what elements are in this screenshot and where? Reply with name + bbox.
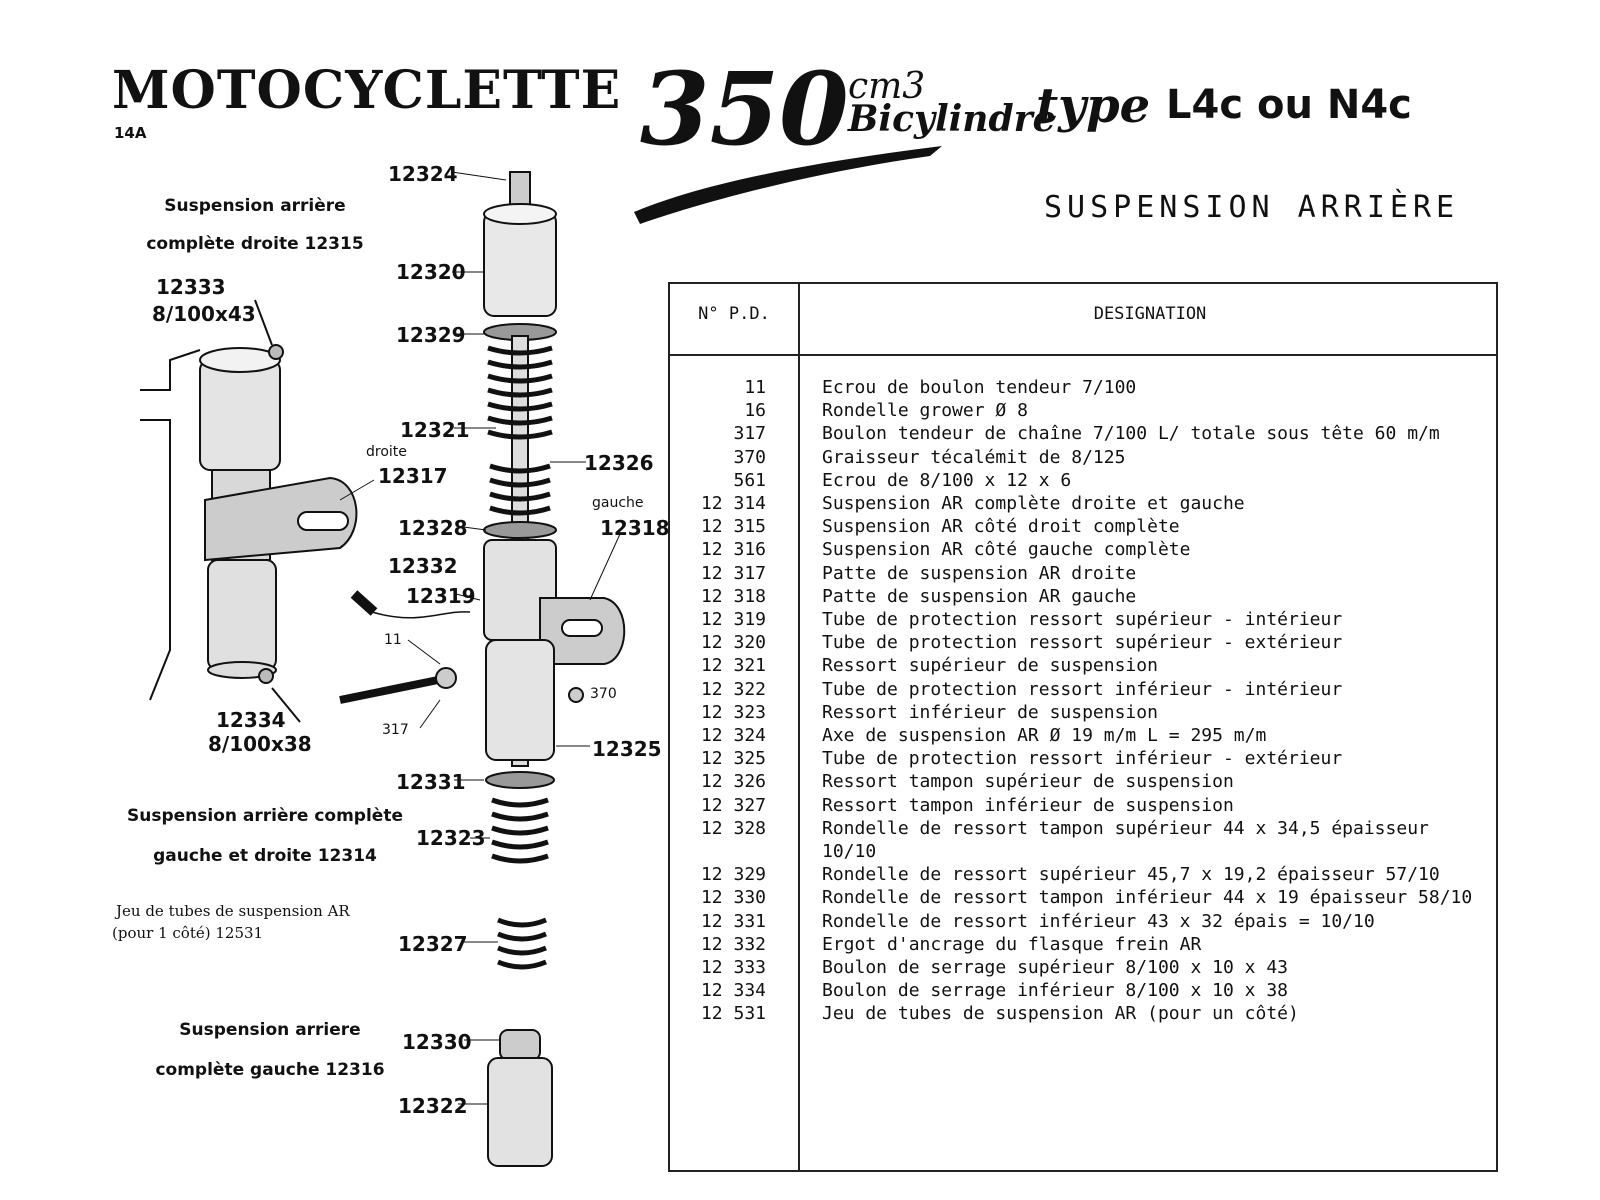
part-number: 12 332 <box>700 933 766 955</box>
table-row <box>670 654 1496 677</box>
section-title: SUSPENSION ARRIÈRE <box>1044 190 1460 225</box>
part-designation: Suspension AR côté droit complète <box>822 516 1180 538</box>
label-317: 317 <box>382 722 409 738</box>
column-header-number: N° P.D. <box>698 304 770 324</box>
part-number: 370 <box>733 446 766 468</box>
caption-left-complete-line2: complète gauche 12316 <box>155 1060 385 1080</box>
parts-table <box>668 282 1498 1172</box>
part-number: 12 323 <box>700 701 766 723</box>
part-number: 12 316 <box>700 539 766 561</box>
table-row <box>670 863 1496 886</box>
part-designation: Tube de protection ressort supérieur - extérieur <box>822 632 1343 654</box>
part-number: 561 <box>733 469 766 491</box>
label-gauche: gauche <box>592 495 644 511</box>
table-row <box>670 979 1496 1002</box>
part-number: 12 320 <box>700 632 766 654</box>
part-number: 12 329 <box>700 864 766 886</box>
title-type: type <box>1036 78 1151 134</box>
title-engine: Bicylindre <box>848 98 1056 140</box>
part-number: 12 322 <box>700 678 766 700</box>
part-designation: Ressort tampon supérieur de suspension <box>822 771 1234 793</box>
part-number: 12 330 <box>700 887 766 909</box>
label-12331: 12331 <box>396 770 466 794</box>
label-12317: 12317 <box>378 464 448 488</box>
table-row <box>670 515 1496 538</box>
table-row <box>670 1002 1496 1025</box>
caption-right-complete-line1: Suspension arrière <box>164 196 346 216</box>
label-12323: 12323 <box>416 826 486 850</box>
table-row <box>670 886 1496 909</box>
caption-both-complete-line1: Suspension arrière complète <box>127 806 403 826</box>
part-designation: Boulon tendeur de chaîne 7/100 L/ totale sous tête 60 m/m <box>822 423 1440 445</box>
part-number: 16 <box>744 400 766 422</box>
caption-tube-set-line1: Jeu de tubes de suspension AR <box>116 902 350 920</box>
part-designation: Rondelle de ressort inférieur 43 x 32 épais = 10/10 <box>822 910 1375 932</box>
table-row <box>670 817 1496 863</box>
part-number: 12 319 <box>700 609 766 631</box>
part-number: 11 <box>744 377 766 398</box>
label-12318: 12318 <box>600 516 670 540</box>
part-designation: Boulon de serrage supérieur 8/100 x 10 x 43 <box>822 957 1288 979</box>
table-row <box>670 933 1496 956</box>
caption-tube-set-line2: (pour 1 côté) 12531 <box>112 924 264 942</box>
part-number: 12 314 <box>700 493 766 515</box>
part-number: 12 333 <box>700 957 766 979</box>
label-12329: 12329 <box>396 323 466 347</box>
table-row <box>670 956 1496 979</box>
part-number: 317 <box>733 423 766 445</box>
table-row <box>670 399 1496 422</box>
part-designation: Tube de protection ressort inférieur - extérieur <box>822 748 1343 770</box>
part-designation: Ecrou de boulon tendeur 7/100 <box>822 377 1137 398</box>
title-unit: cm3 <box>848 66 926 107</box>
label-12333: 12333 <box>156 275 226 299</box>
part-designation: Graisseur técalémit de 8/125 <box>822 446 1126 468</box>
title-swoosh <box>630 140 950 230</box>
table-row <box>670 538 1496 561</box>
part-number: 12 321 <box>700 655 766 677</box>
part-number: 12 327 <box>700 794 766 816</box>
table-row <box>670 469 1496 492</box>
part-designation: Suspension AR côté gauche complète <box>822 539 1191 561</box>
part-number: 12 317 <box>700 562 766 584</box>
part-designation: Patte de suspension AR gauche <box>822 585 1137 607</box>
table-row <box>670 446 1496 469</box>
document-title: MOTOCYCLETTE <box>112 60 622 121</box>
part-designation: Tube de protection ressort supérieur - intérieur <box>822 609 1343 631</box>
part-number: 12 318 <box>700 585 766 607</box>
table-row <box>670 910 1496 933</box>
suspension-diagram <box>0 0 660 1200</box>
part-designation: Rondelle de ressort supérieur 45,7 x 19,2 épaisseur 57/10 <box>822 864 1440 886</box>
label-370: 370 <box>590 686 617 702</box>
part-number: 12 331 <box>700 910 766 932</box>
part-designation: Axe de suspension AR Ø 19 m/m L = 295 m/m <box>822 725 1267 747</box>
label-12324: 12324 <box>388 162 458 186</box>
table-row <box>670 724 1496 747</box>
part-number: 12 325 <box>700 748 766 770</box>
title-displacement: 350 <box>640 50 849 168</box>
part-designation: Ecrou de 8/100 x 12 x 6 <box>822 469 1072 491</box>
part-designation: Ergot d'ancrage du flasque frein AR <box>822 933 1202 955</box>
label-12327: 12327 <box>398 932 468 956</box>
title-models: L4c ou N4c <box>1166 82 1412 128</box>
table-row <box>670 422 1496 445</box>
table-row <box>670 492 1496 515</box>
part-designation: Ressort tampon inférieur de suspension <box>822 794 1234 816</box>
part-designation: Rondelle de ressort tampon inférieur 44 x 19 épaisseur 58/10 <box>822 887 1473 909</box>
label-12334-dimension: 8/100x38 <box>208 732 312 756</box>
label-12330: 12330 <box>402 1030 472 1054</box>
label-12328: 12328 <box>398 516 468 540</box>
label-12322: 12322 <box>398 1094 468 1118</box>
table-row <box>670 631 1496 654</box>
page-reference: 14A <box>114 124 147 142</box>
label-11: 11 <box>384 632 402 648</box>
column-header-designation: DESIGNATION <box>1093 304 1207 324</box>
part-designation: Boulon de serrage inférieur 8/100 x 10 x 38 <box>822 980 1288 1002</box>
label-12333-dimension: 8/100x43 <box>152 302 256 326</box>
part-number: 12 315 <box>700 516 766 538</box>
part-number: 12 334 <box>700 980 766 1002</box>
part-designation: Rondelle de ressort tampon supérieur 44 x 34,5 épaisseur 10/10 <box>822 817 1440 863</box>
label-12321: 12321 <box>400 418 470 442</box>
caption-both-complete-line2: gauche et droite 12314 <box>153 846 377 866</box>
part-designation: Ressort supérieur de suspension <box>822 655 1158 677</box>
part-number: 12 531 <box>700 1003 766 1025</box>
table-row <box>670 585 1496 608</box>
caption-left-complete-line1: Suspension arriere <box>179 1020 361 1040</box>
header-divider <box>670 354 1496 356</box>
label-12320: 12320 <box>396 260 466 284</box>
label-12332: 12332 <box>388 554 458 578</box>
table-row <box>670 701 1496 724</box>
part-designation: Jeu de tubes de suspension AR (pour un côté) <box>822 1003 1299 1025</box>
table-rows <box>670 376 1496 1026</box>
part-number: 12 324 <box>700 725 766 747</box>
part-designation: Suspension AR complète droite et gauche <box>822 493 1245 515</box>
part-designation: Rondelle grower Ø 8 <box>822 400 1028 422</box>
caption-right-complete-line2: complète droite 12315 <box>146 234 364 254</box>
part-designation: Tube de protection ressort inférieur - intérieur <box>822 678 1343 700</box>
label-12326: 12326 <box>584 451 654 475</box>
label-12319: 12319 <box>406 584 476 608</box>
label-12325: 12325 <box>592 737 662 761</box>
part-number: 12 326 <box>700 771 766 793</box>
table-row <box>670 376 1496 399</box>
label-droite: droite <box>366 444 407 460</box>
table-row <box>670 794 1496 817</box>
table-row <box>670 562 1496 585</box>
table-row <box>670 608 1496 631</box>
table-row <box>670 770 1496 793</box>
part-designation: Ressort inférieur de suspension <box>822 701 1158 723</box>
label-12334: 12334 <box>216 708 286 732</box>
part-number: 12 328 <box>700 817 766 839</box>
table-row <box>670 747 1496 770</box>
part-designation: Patte de suspension AR droite <box>822 562 1137 584</box>
table-row <box>670 678 1496 701</box>
